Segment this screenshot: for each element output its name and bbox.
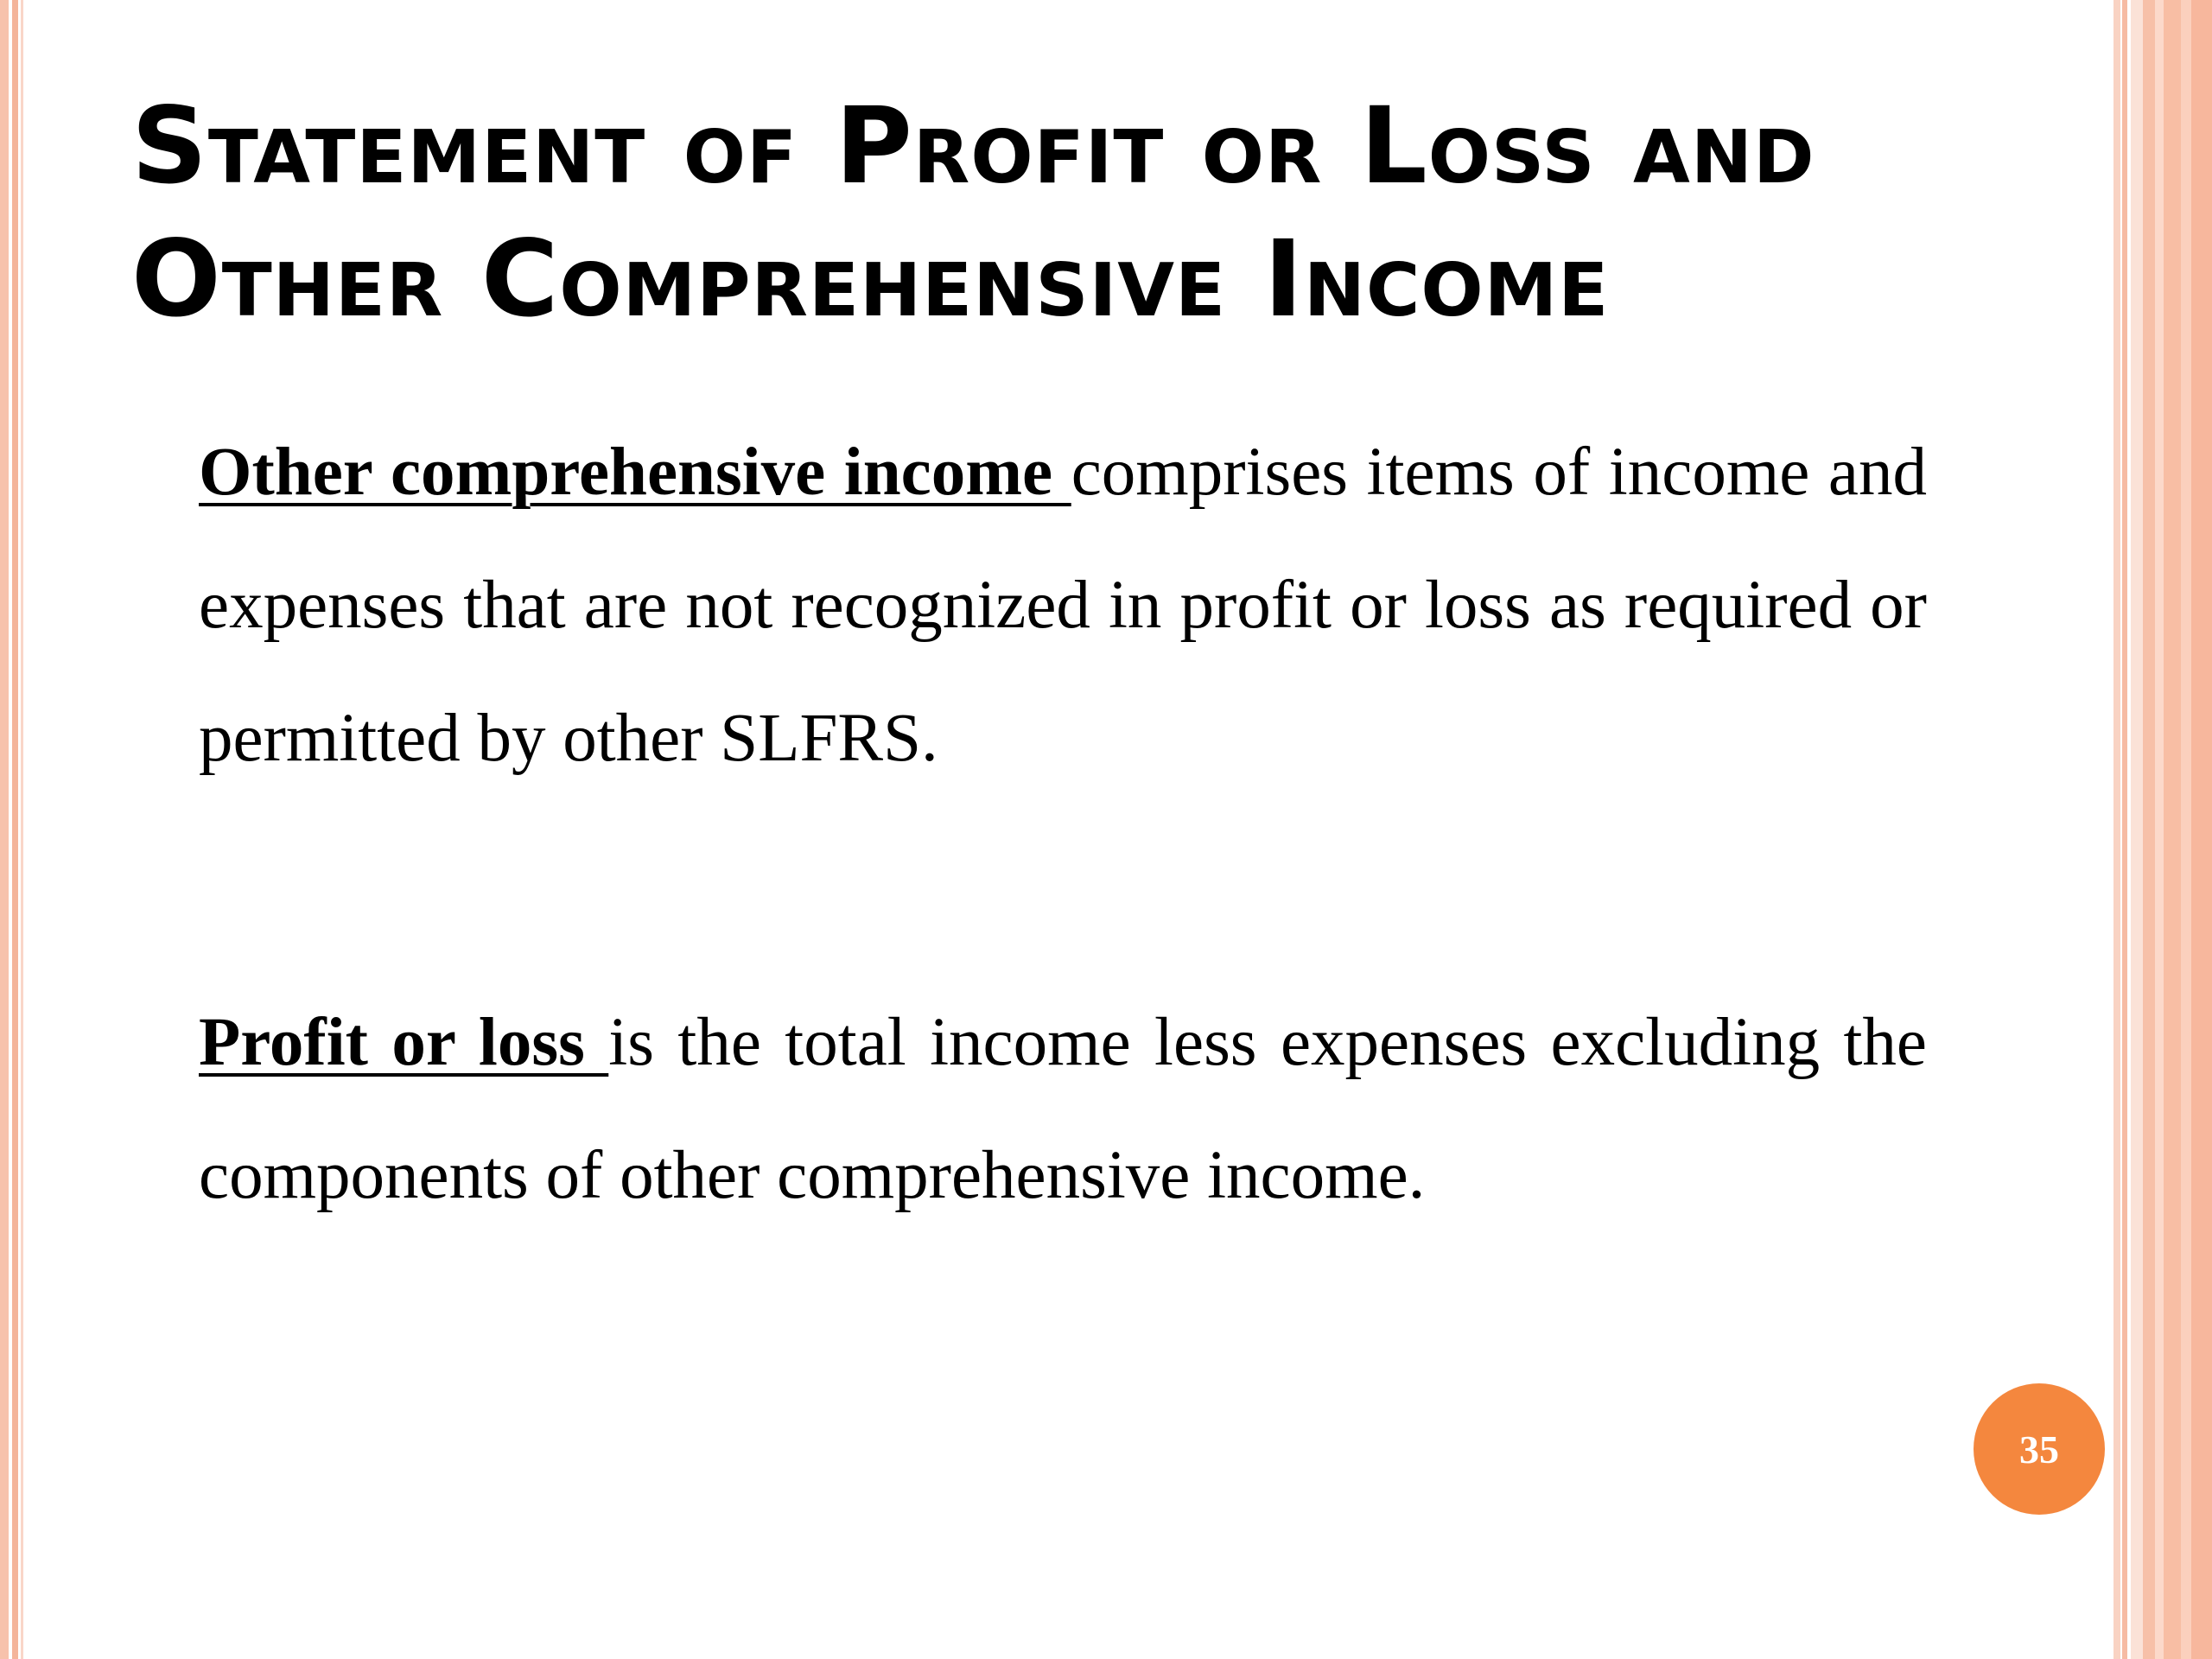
slide-title-line-2: Other Comprehensive Income <box>131 218 1610 340</box>
right-border-stripe <box>2131 0 2143 1659</box>
right-border-stripe <box>2155 0 2164 1659</box>
right-border-stripe <box>2113 0 2120 1659</box>
right-border-stripe <box>2191 0 2212 1659</box>
page-number-badge <box>1974 1383 2105 1515</box>
slide-title <box>131 79 2084 346</box>
right-border-stripe <box>2181 0 2191 1659</box>
definition-term: Other comprehensive income <box>199 435 1071 510</box>
definition-other-comprehensive-income <box>199 406 1927 805</box>
left-border-stripe <box>21 0 23 1659</box>
definition-text: comprises items of income and expenses that are not recognized in profit or loss as required or permitted by other SLFRS. <box>199 435 1927 776</box>
right-border-stripe <box>2122 0 2127 1659</box>
right-border-stripe <box>2164 0 2181 1659</box>
page-number: 35 <box>2019 1427 2059 1471</box>
slide-title-line-1: Statement of Profit or Loss and <box>131 85 1815 207</box>
left-border-stripe <box>12 0 18 1659</box>
definition-term: Profit or loss <box>199 1005 609 1080</box>
definition-text: is the total income less expenses excluding the components of other comprehensive income. <box>199 1005 1928 1213</box>
definition-profit-or-loss <box>199 976 1927 1243</box>
right-border-stripe <box>2143 0 2155 1659</box>
left-border-stripe <box>0 0 9 1659</box>
